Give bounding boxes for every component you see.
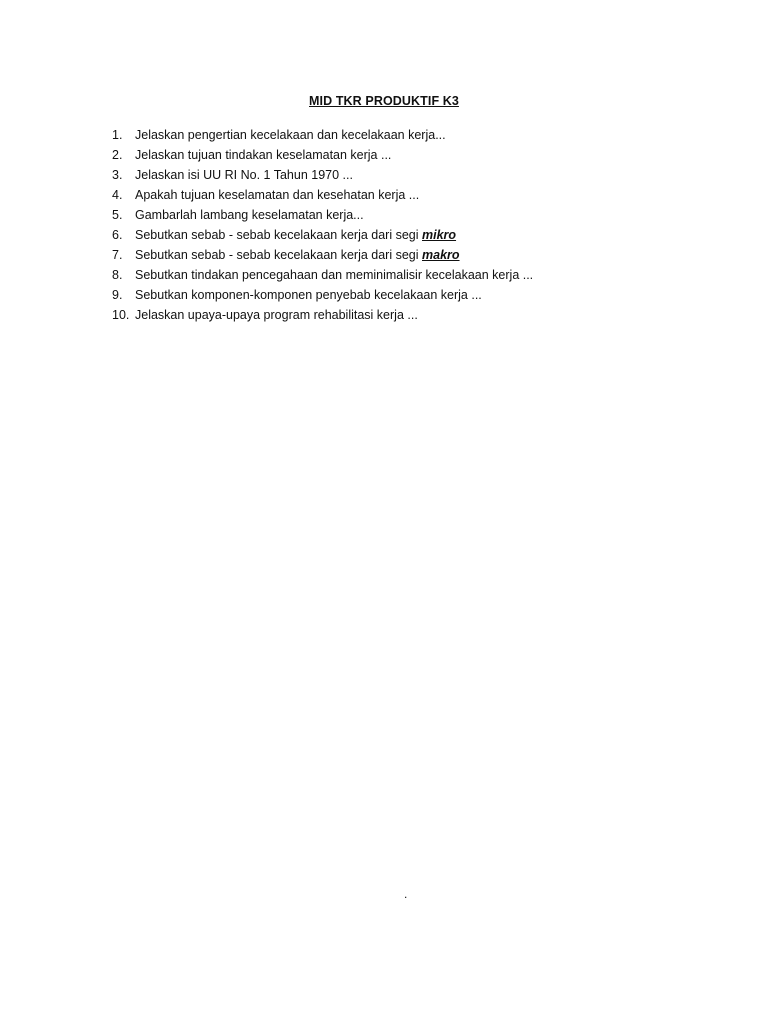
question-item bbox=[112, 165, 533, 185]
question-emphasis: mikro bbox=[422, 228, 457, 242]
question-text bbox=[135, 245, 460, 265]
question-item bbox=[112, 185, 533, 205]
question-item bbox=[112, 245, 533, 265]
question-item bbox=[112, 305, 533, 325]
question-text: Sebutkan komponen-komponen penyebab kecelakaan kerja ... bbox=[135, 288, 482, 302]
question-item bbox=[112, 205, 533, 225]
footer-mark: . bbox=[404, 887, 408, 901]
question-item bbox=[112, 145, 533, 165]
question-item bbox=[112, 265, 533, 285]
question-text: Jelaskan isi UU RI No. 1 Tahun 1970 ... bbox=[135, 168, 353, 182]
question-text: Jelaskan pengertian kecelakaan dan kecelakaan kerja... bbox=[135, 128, 446, 142]
question-item bbox=[112, 285, 533, 305]
question-text: Gambarlah lambang keselamatan kerja... bbox=[135, 208, 364, 222]
question-number: 2. bbox=[112, 148, 123, 162]
question-text-main: Sebutkan sebab - sebab kecelakaan kerja dari segi bbox=[135, 248, 422, 262]
question-emphasis: makro bbox=[422, 248, 460, 262]
document-title: MID TKR PRODUKTIF K3 bbox=[309, 94, 459, 108]
question-text: Sebutkan tindakan pencegahaan dan meminimalisir kecelakaan kerja ... bbox=[135, 268, 534, 282]
question-number: 3. bbox=[112, 168, 123, 182]
question-number: 4. bbox=[112, 188, 123, 202]
question-number: 5. bbox=[112, 208, 123, 222]
question-number: 6. bbox=[112, 228, 123, 242]
question-number: 1. bbox=[112, 128, 123, 142]
question-text: Jelaskan upaya-upaya program rehabilitasi kerja ... bbox=[135, 308, 418, 322]
question-number: 10. bbox=[112, 308, 130, 322]
question-number: 9. bbox=[112, 288, 123, 302]
question-number: 7. bbox=[112, 248, 123, 262]
question-number: 8. bbox=[112, 268, 123, 282]
question-item bbox=[112, 225, 533, 245]
question-text bbox=[135, 225, 456, 245]
question-item bbox=[112, 125, 533, 145]
question-text-main: Sebutkan sebab - sebab kecelakaan kerja dari segi bbox=[135, 228, 422, 242]
question-text: Jelaskan tujuan tindakan keselamatan kerja ... bbox=[135, 148, 392, 162]
question-text: Apakah tujuan keselamatan dan kesehatan kerja ... bbox=[135, 188, 420, 202]
question-list bbox=[112, 125, 533, 325]
